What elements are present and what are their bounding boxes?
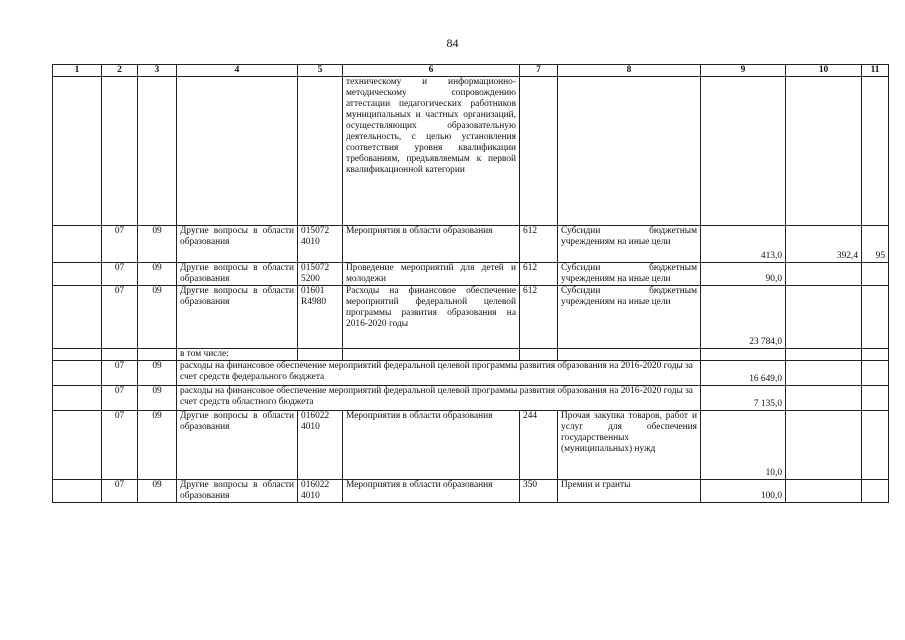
cell-target-code: 016022 4010 (298, 411, 343, 480)
cell-10 (786, 263, 862, 286)
cell-10 (786, 286, 862, 349)
cell-5 (298, 77, 343, 226)
cell-executed: 392,4 (786, 226, 862, 263)
cell-section-name: Другие вопросы в области образования (177, 226, 298, 263)
cell-1 (53, 286, 102, 349)
cell-description: Расходы на финансовое обеспечение мероприятий федеральной целевой программы развития образования на 2016-2020 годы (343, 286, 520, 349)
cell-subsection: 09 (138, 411, 177, 480)
cell-target-code: 016022 4010 (298, 480, 343, 503)
cell-1 (53, 480, 102, 503)
col-header-6: 6 (343, 65, 520, 77)
cell-section: 07 (102, 263, 138, 286)
cell-11 (862, 77, 889, 226)
table-row (53, 480, 889, 503)
cell-7 (520, 77, 558, 226)
cell-description: Проведение мероприятий для детей и молодежи (343, 263, 520, 286)
cell-7 (520, 349, 558, 361)
col-header-9: 9 (701, 65, 786, 77)
cell-amount: 23 784,0 (701, 286, 786, 349)
cell-6 (343, 349, 520, 361)
cell-description: Мероприятия в области образования (343, 226, 520, 263)
table-row (53, 386, 889, 411)
cell-10 (786, 77, 862, 226)
cell-section-name: Другие вопросы в области образования (177, 411, 298, 480)
col-header-7: 7 (520, 65, 558, 77)
cell-11 (862, 480, 889, 503)
cell-amount: 10,0 (701, 411, 786, 480)
cell-11 (862, 286, 889, 349)
cell-target-code: 015072 5200 (298, 263, 343, 286)
table-row (53, 226, 889, 263)
cell-section: 07 (102, 286, 138, 349)
cell-merged-description: расходы на финансовое обеспечение мероприятий федеральной целевой программы развития образования на 2016-2020 годы за счет средств областного бюджета (177, 386, 701, 411)
cell-target-code: 015072 4010 (298, 226, 343, 263)
cell-section: 07 (102, 411, 138, 480)
cell-10 (786, 386, 862, 411)
cell-1 (53, 263, 102, 286)
cell-11 (862, 386, 889, 411)
cell-11 (862, 411, 889, 480)
cell-2 (102, 349, 138, 361)
cell-expense-name: Субсидии бюджетным учреждениям на иные цели (558, 263, 701, 286)
cell-subsection: 09 (138, 226, 177, 263)
table-row (53, 349, 889, 361)
cell-amount: 413,0 (701, 226, 786, 263)
cell-subsection: 09 (138, 286, 177, 349)
cell-section: 07 (102, 386, 138, 411)
cell-section-name: Другие вопросы в области образования (177, 263, 298, 286)
cell-expense-type: 612 (520, 226, 558, 263)
cell-amount: 16 649,0 (701, 361, 786, 386)
cell-percent: 95 (862, 226, 889, 263)
table-row (53, 263, 889, 286)
cell-subsection: 09 (138, 361, 177, 386)
cell-merged-description: расходы на финансовое обеспечение мероприятий федеральной целевой программы развития образования на 2016-2020 годы за счет средств федерального бюджета (177, 361, 701, 386)
cell-expense-type: 612 (520, 263, 558, 286)
cell-10 (786, 480, 862, 503)
col-header-4: 4 (177, 65, 298, 77)
cell-1 (53, 361, 102, 386)
cell-amount: 90,0 (701, 263, 786, 286)
cell-8 (558, 349, 701, 361)
col-header-2: 2 (102, 65, 138, 77)
cell-10 (786, 411, 862, 480)
cell-4 (177, 77, 298, 226)
cell-expense-type: 350 (520, 480, 558, 503)
table-row (53, 77, 889, 226)
cell-including-label: в том числе: (177, 349, 298, 361)
cell-subsection: 09 (138, 386, 177, 411)
cell-11 (862, 263, 889, 286)
cell-section-name: Другие вопросы в области образования (177, 480, 298, 503)
cell-5 (298, 349, 343, 361)
cell-amount: 7 135,0 (701, 386, 786, 411)
cell-section: 07 (102, 361, 138, 386)
col-header-5: 5 (298, 65, 343, 77)
cell-1 (53, 226, 102, 263)
cell-9 (701, 77, 786, 226)
cell-section: 07 (102, 226, 138, 263)
header-row (53, 65, 889, 77)
table-row (53, 411, 889, 480)
cell-3 (138, 77, 177, 226)
budget-table (52, 64, 889, 503)
cell-expense-name: Премии и гранты (558, 480, 701, 503)
cell-expense-type: 612 (520, 286, 558, 349)
cell-1 (53, 386, 102, 411)
cell-target-code: 01601 R4980 (298, 286, 343, 349)
table-row (53, 286, 889, 349)
cell-section: 07 (102, 480, 138, 503)
cell-subsection: 09 (138, 263, 177, 286)
cell-expense-type: 244 (520, 411, 558, 480)
cell-1 (53, 411, 102, 480)
cell-1 (53, 77, 102, 226)
cell-amount: 100,0 (701, 480, 786, 503)
cell-description: Мероприятия в области образования (343, 411, 520, 480)
table-row (53, 361, 889, 386)
cell-11 (862, 349, 889, 361)
col-header-11: 11 (862, 65, 889, 77)
cell-1 (53, 349, 102, 361)
col-header-3: 3 (138, 65, 177, 77)
cell-expense-name: Субсидии бюджетным учреждениям на иные цели (558, 226, 701, 263)
cell-10 (786, 349, 862, 361)
cell-9 (701, 349, 786, 361)
cell-description: техническому и информационно-методическому сопровождению аттестации педагогических работников муниципальных и частных организаций, осуществляющих образовательную деятельность, с целью установления соответствия уровня квалификации требованиям, предъявляемым к первой квалификационной категории (343, 77, 520, 226)
cell-description: Мероприятия в области образования (343, 480, 520, 503)
cell-section-name: Другие вопросы в области образования (177, 286, 298, 349)
cell-subsection: 09 (138, 480, 177, 503)
cell-11 (862, 361, 889, 386)
col-header-1: 1 (53, 65, 102, 77)
col-header-10: 10 (786, 65, 862, 77)
col-header-8: 8 (558, 65, 701, 77)
cell-3 (138, 349, 177, 361)
cell-expense-name: Прочая закупка товаров, работ и услуг для обеспечения государственных (муниципальных) нужд (558, 411, 701, 480)
cell-expense-name: Субсидии бюджетным учреждениям на иные цели (558, 286, 701, 349)
page-number: 84 (446, 36, 459, 50)
cell-2 (102, 77, 138, 226)
cell-8 (558, 77, 701, 226)
cell-10 (786, 361, 862, 386)
